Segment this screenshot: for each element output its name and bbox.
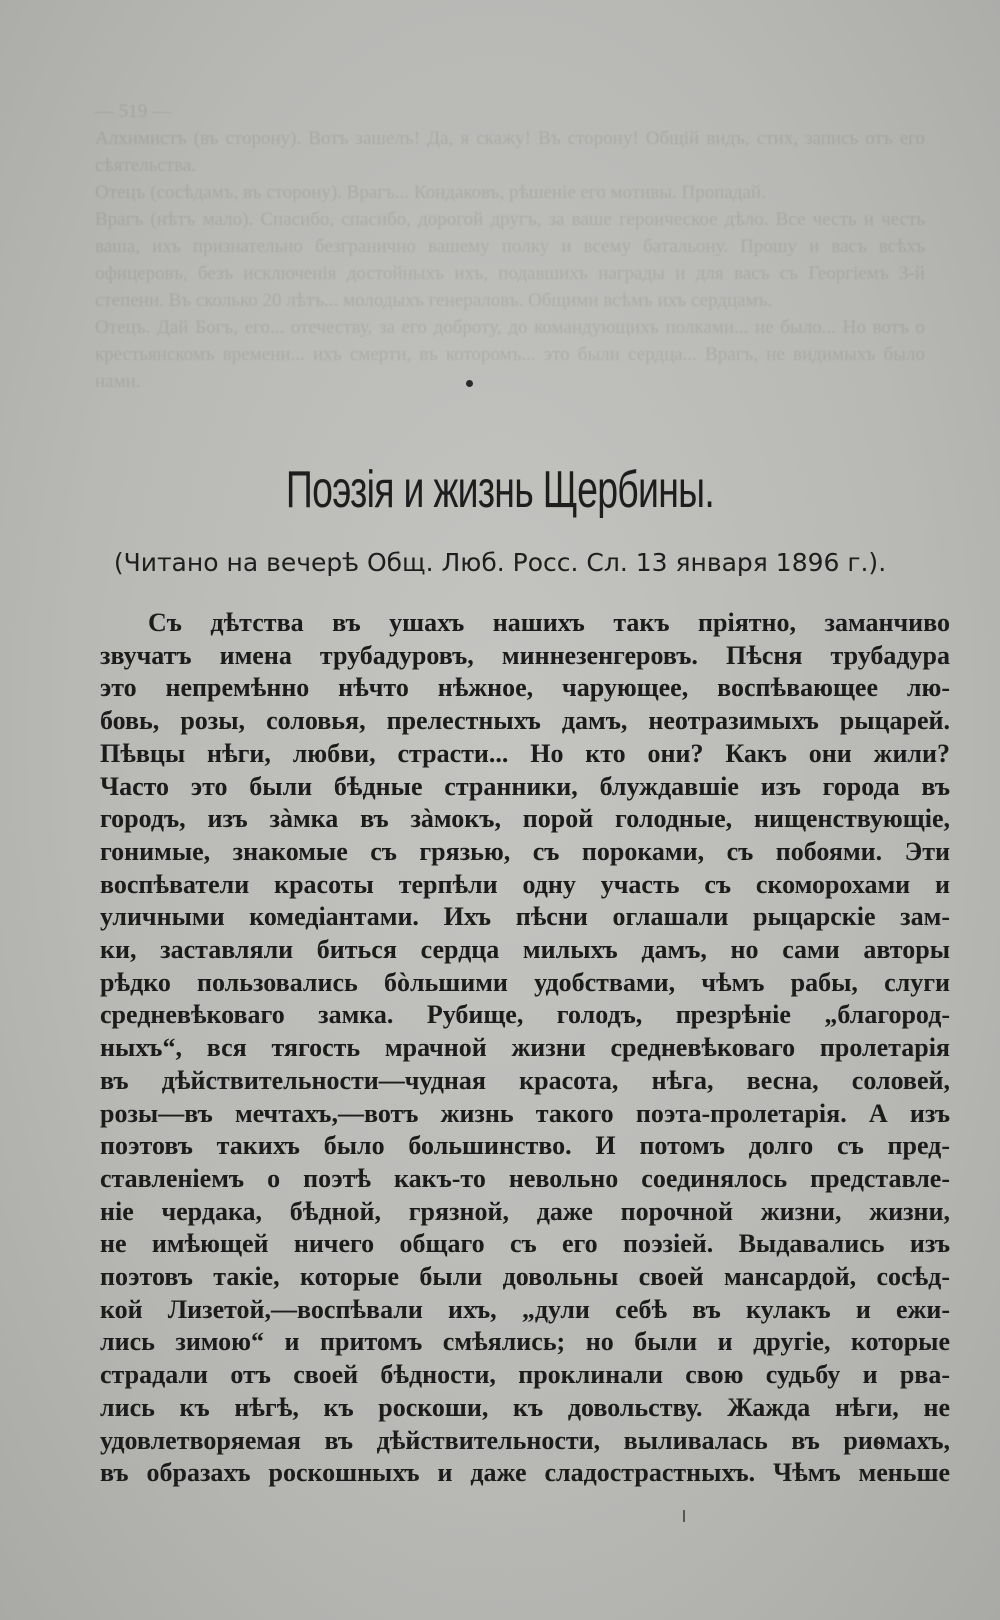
text-line: удовлетворяемая въ дѣйствительности, выливалась въ риѳмахъ, xyxy=(100,1425,950,1455)
text-line: воспѣватели красоты терпѣли одну участь съ скоморохами и xyxy=(100,869,950,899)
text-line: ставленіемъ о поэтѣ какъ-то невольно соединялось представле- xyxy=(100,1163,950,1193)
text-line: звучатъ имена трубадуровъ, миннезенгеровъ. Пѣсня трубадура xyxy=(100,640,950,670)
text-line: это непремѣнно нѣчто нѣжное, чарующее, воспѣвающее лю- xyxy=(100,673,950,703)
text-line: ки, заставляли биться сердца милыхъ дамъ, но сами авторы xyxy=(100,935,950,965)
text-line: въ дѣйствительности—чудная красота, нѣга, весна, соловей, xyxy=(100,1065,950,1095)
text-line: гонимые, знакомые съ грязью, съ пороками, съ побоями. Эти xyxy=(100,836,950,866)
text-line: розы—въ мечтахъ,—вотъ жизнь такого поэта-пролетарія. А изъ xyxy=(100,1098,950,1128)
text-line: уличными комедіантами. Ихъ пѣсни оглашали рыцарскіе зам- xyxy=(100,902,950,932)
text-line: поэтовъ такіе, которые были довольны своей мансардой, сосѣд- xyxy=(100,1262,950,1292)
article-body xyxy=(100,607,950,1490)
text-line: городъ, изъ зàмка въ зàмокъ, порой голодные, нищенствующіе, xyxy=(100,804,950,834)
text-line: ныхъ“, вся тягость мрачной жизни средневѣковаго пролетарія xyxy=(100,1033,950,1063)
text-line: поэтовъ такихъ было большинство. И потомъ долго съ пред- xyxy=(100,1131,950,1161)
text-line: кой Лизетой,—воспѣвали ихъ, „дули себѣ въ кулакъ и ежи- xyxy=(100,1294,950,1324)
text-line: лись зимою“ и притомъ смѣялись; но были и другіе, которые xyxy=(100,1327,950,1357)
text-line: не имѣющей ничего общаго съ его поэзіей. Выдавались изъ xyxy=(100,1229,950,1259)
text-line: Часто это были бѣдные странники, блуждавшіе изъ города въ xyxy=(100,771,950,801)
print-mark xyxy=(683,1510,685,1522)
text-line: Съ дѣтства въ ушахъ нашихъ такъ пріятно, заманчиво xyxy=(148,608,950,637)
text-line: средневѣковаго замка. Рубище, голодъ, презрѣніе „благород- xyxy=(100,1000,950,1030)
article-title: Поэзія и жизнь Щербины. xyxy=(285,461,715,519)
text-line: страдали отъ своей бѣдности, проклинали свою судьбу и рва- xyxy=(100,1360,950,1390)
text-line: лись къ нѣгѣ, къ роскоши, къ довольству. Жажда нѣги, не xyxy=(100,1392,950,1422)
text-line: бовь, розы, соловья, прелестныхъ дамъ, неотразимыхъ рыцарей. xyxy=(100,706,950,736)
text-line: Пѣвцы нѣги, любви, страсти... Но кто они? Какъ они жили? xyxy=(100,738,950,768)
text-line: въ образахъ роскошныхъ и даже сладострастныхъ. Чѣмъ меньше xyxy=(100,1458,950,1488)
ink-dot xyxy=(466,380,473,387)
bleed-through-text: — 519 — Алхимистъ (въ сторону). Вотъ зашелъ! Да, я скажу! Въ сторону! Общій видъ, стих, запись отъ его сѣятельства. Отецъ (сосѣдамъ, въ сторону). Врагъ... Кондаковъ, рѣшеніе его мотивы. Пропадай. Врагъ (нѣтъ мало). Спасибо, спасибо, дорогой другъ, за ваше героическое дѣло. Все честь и честь ваша, ихъ признательно безгранично вашему полку и всему батальону. Прошу и васъ всѣхъ офицеровъ, безъ исключенія достойныхъ ихъ, подавшихъ награды и для васъ съ Георгіемъ 3-й степени. Въ сколько 20 лѣтъ... молодыхъ генераловъ. Общими всѣмъ ихъ сердцамъ. Отецъ. Дай Богъ, его... отечеству, за его доброту, до командующихъ полками... не было... Но вотъ о крестьянскомъ времени... ихъ смерти, въ которомъ... это были сердца... Врагъ, не видимыхъ было нами. xyxy=(95,101,925,392)
text-line: рѣдко пользовались бòльшими удобствами, чѣмъ рабы, слуги xyxy=(100,967,950,997)
text-line: ніе чердака, бѣдной, грязной, даже порочной жизни, жизни, xyxy=(100,1196,950,1226)
article-subtitle: (Читано на вечерѣ Общ. Люб. Росс. Сл. 13 января 1896 г.). xyxy=(113,548,887,577)
